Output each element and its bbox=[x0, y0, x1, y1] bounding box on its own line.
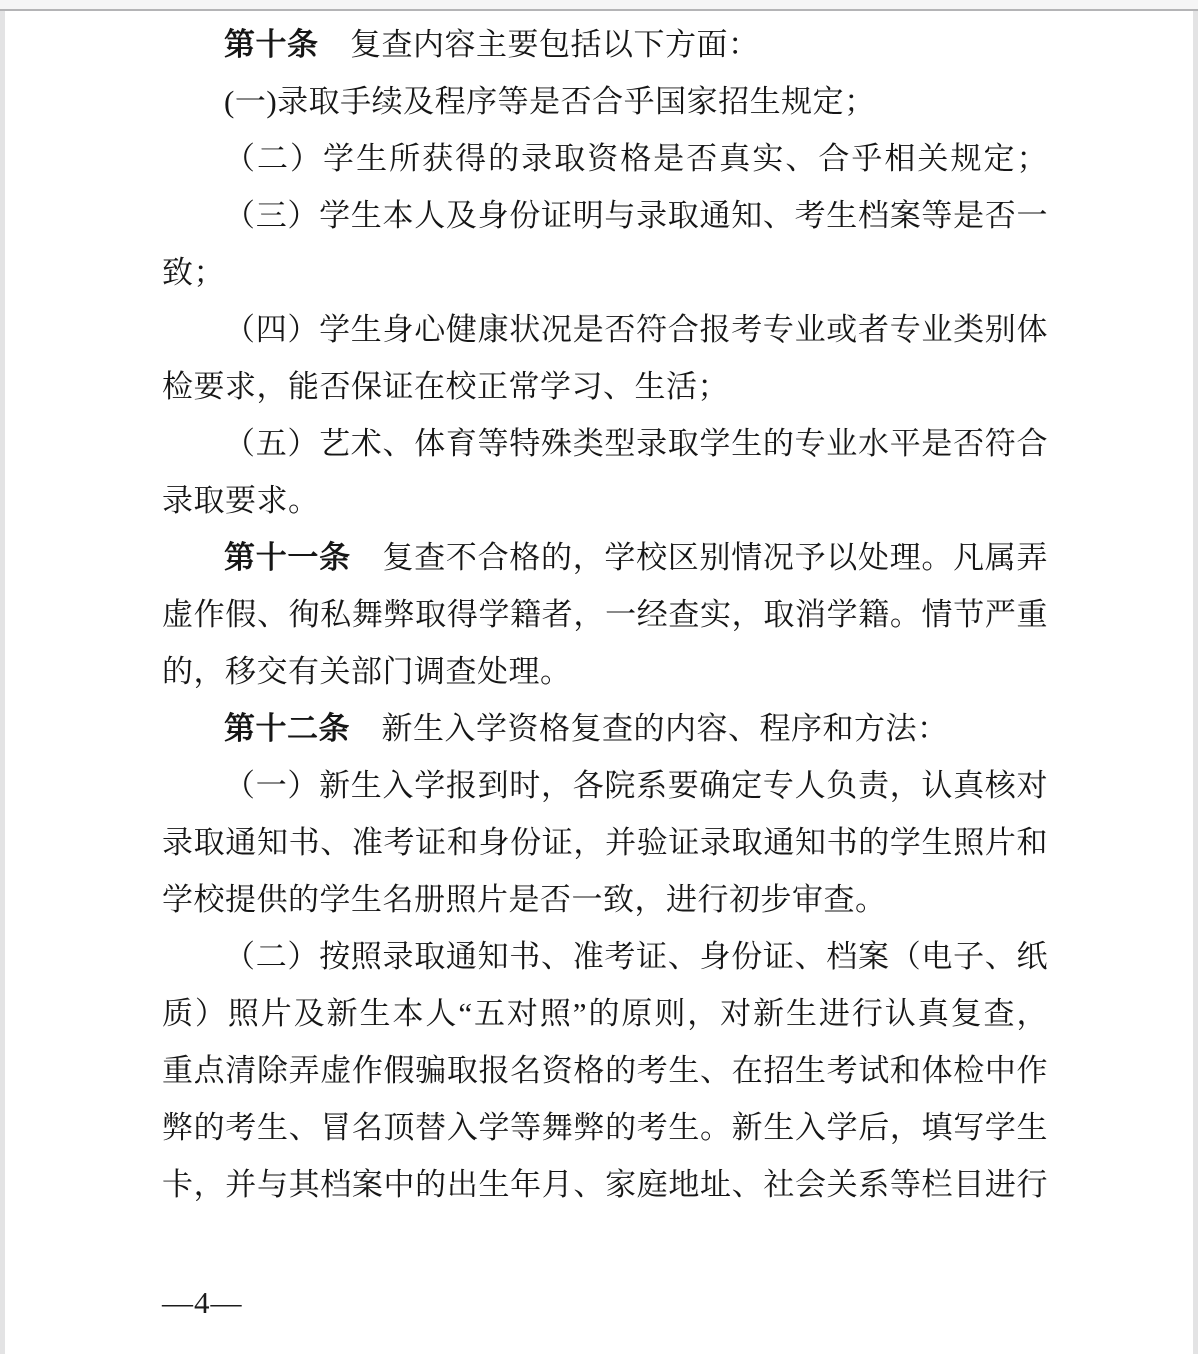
text-line bbox=[162, 244, 1048, 301]
text-line bbox=[162, 130, 1048, 187]
text-segment: 质）照片及新生本人“五对照”的原则，对新生进行认真复查， bbox=[162, 996, 1048, 1031]
text-line bbox=[162, 415, 1048, 472]
page-left-edge bbox=[0, 11, 5, 1354]
text-line bbox=[162, 586, 1048, 643]
text-segment: 复查不合格的，学校区别情况予以处理。凡属弄 bbox=[350, 540, 1049, 575]
text-segment: (一)录取手续及程序等是否合乎国家招生规定； bbox=[224, 84, 876, 119]
text-segment: 复查内容主要包括以下方面： bbox=[318, 27, 760, 62]
text-line bbox=[162, 871, 1048, 928]
text-segment: 重点清除弄虚作假骗取报名资格的考生、在招生考试和体检中作 bbox=[162, 1053, 1048, 1088]
text-line bbox=[162, 928, 1048, 985]
text-line bbox=[162, 814, 1048, 871]
article-heading: 第十条 bbox=[224, 27, 319, 62]
page-number: —4— bbox=[162, 1285, 243, 1320]
text-line bbox=[162, 358, 1048, 415]
text-segment: （四）学生身心健康状况是否符合报考专业或者专业类别体 bbox=[224, 312, 1048, 347]
text-segment: 录取通知书、准考证和身份证，并验证录取通知书的学生照片和 bbox=[162, 825, 1048, 860]
text-line bbox=[162, 472, 1048, 529]
text-line bbox=[162, 301, 1048, 358]
text-segment: 致； bbox=[162, 255, 225, 290]
text-block bbox=[162, 16, 1048, 1213]
text-line bbox=[162, 16, 1048, 73]
text-segment: 弊的考生、冒名顶替入学等舞弊的考生。新生入学后，填写学生 bbox=[162, 1110, 1048, 1145]
text-line bbox=[162, 985, 1048, 1042]
article-heading: 第十二条 bbox=[224, 711, 350, 746]
text-line bbox=[162, 187, 1048, 244]
text-line bbox=[162, 757, 1048, 814]
text-segment: 卡，并与其档案中的出生年月、家庭地址、社会关系等栏目进行 bbox=[162, 1167, 1048, 1202]
text-segment: 虚作假、徇私舞弊取得学籍者，一经查实，取消学籍。情节严重 bbox=[162, 597, 1048, 632]
article-heading: 第十一条 bbox=[224, 540, 351, 575]
text-segment: 新生入学资格复查的内容、程序和方法： bbox=[350, 711, 949, 746]
text-segment: （五）艺术、体育等特殊类型录取学生的专业水平是否符合 bbox=[224, 426, 1048, 461]
text-line bbox=[162, 1099, 1048, 1156]
viewer-top-bar bbox=[0, 0, 1198, 11]
text-line bbox=[162, 1042, 1048, 1099]
text-line bbox=[162, 73, 1048, 130]
page-right-edge bbox=[1193, 11, 1198, 1354]
text-line bbox=[162, 643, 1048, 700]
text-line bbox=[162, 700, 1048, 757]
text-segment: （二）学生所获得的录取资格是否真实、合乎相关规定； bbox=[224, 141, 1048, 176]
text-segment: （三）学生本人及身份证明与录取通知、考生档案等是否一 bbox=[224, 198, 1048, 233]
text-line bbox=[162, 1156, 1048, 1213]
document-page bbox=[5, 11, 1193, 1354]
text-segment: 检要求，能否保证在校正常学习、生活； bbox=[162, 369, 729, 404]
text-segment: 学校提供的学生名册照片是否一致，进行初步审查。 bbox=[162, 882, 887, 917]
text-line bbox=[162, 529, 1048, 586]
text-segment: （一）新生入学报到时，各院系要确定专人负责，认真核对 bbox=[224, 768, 1048, 803]
text-segment: 录取要求。 bbox=[162, 483, 320, 518]
text-segment: 的，移交有关部门调查处理。 bbox=[162, 654, 572, 689]
text-segment: （二）按照录取通知书、准考证、身份证、档案（电子、纸 bbox=[224, 939, 1048, 974]
